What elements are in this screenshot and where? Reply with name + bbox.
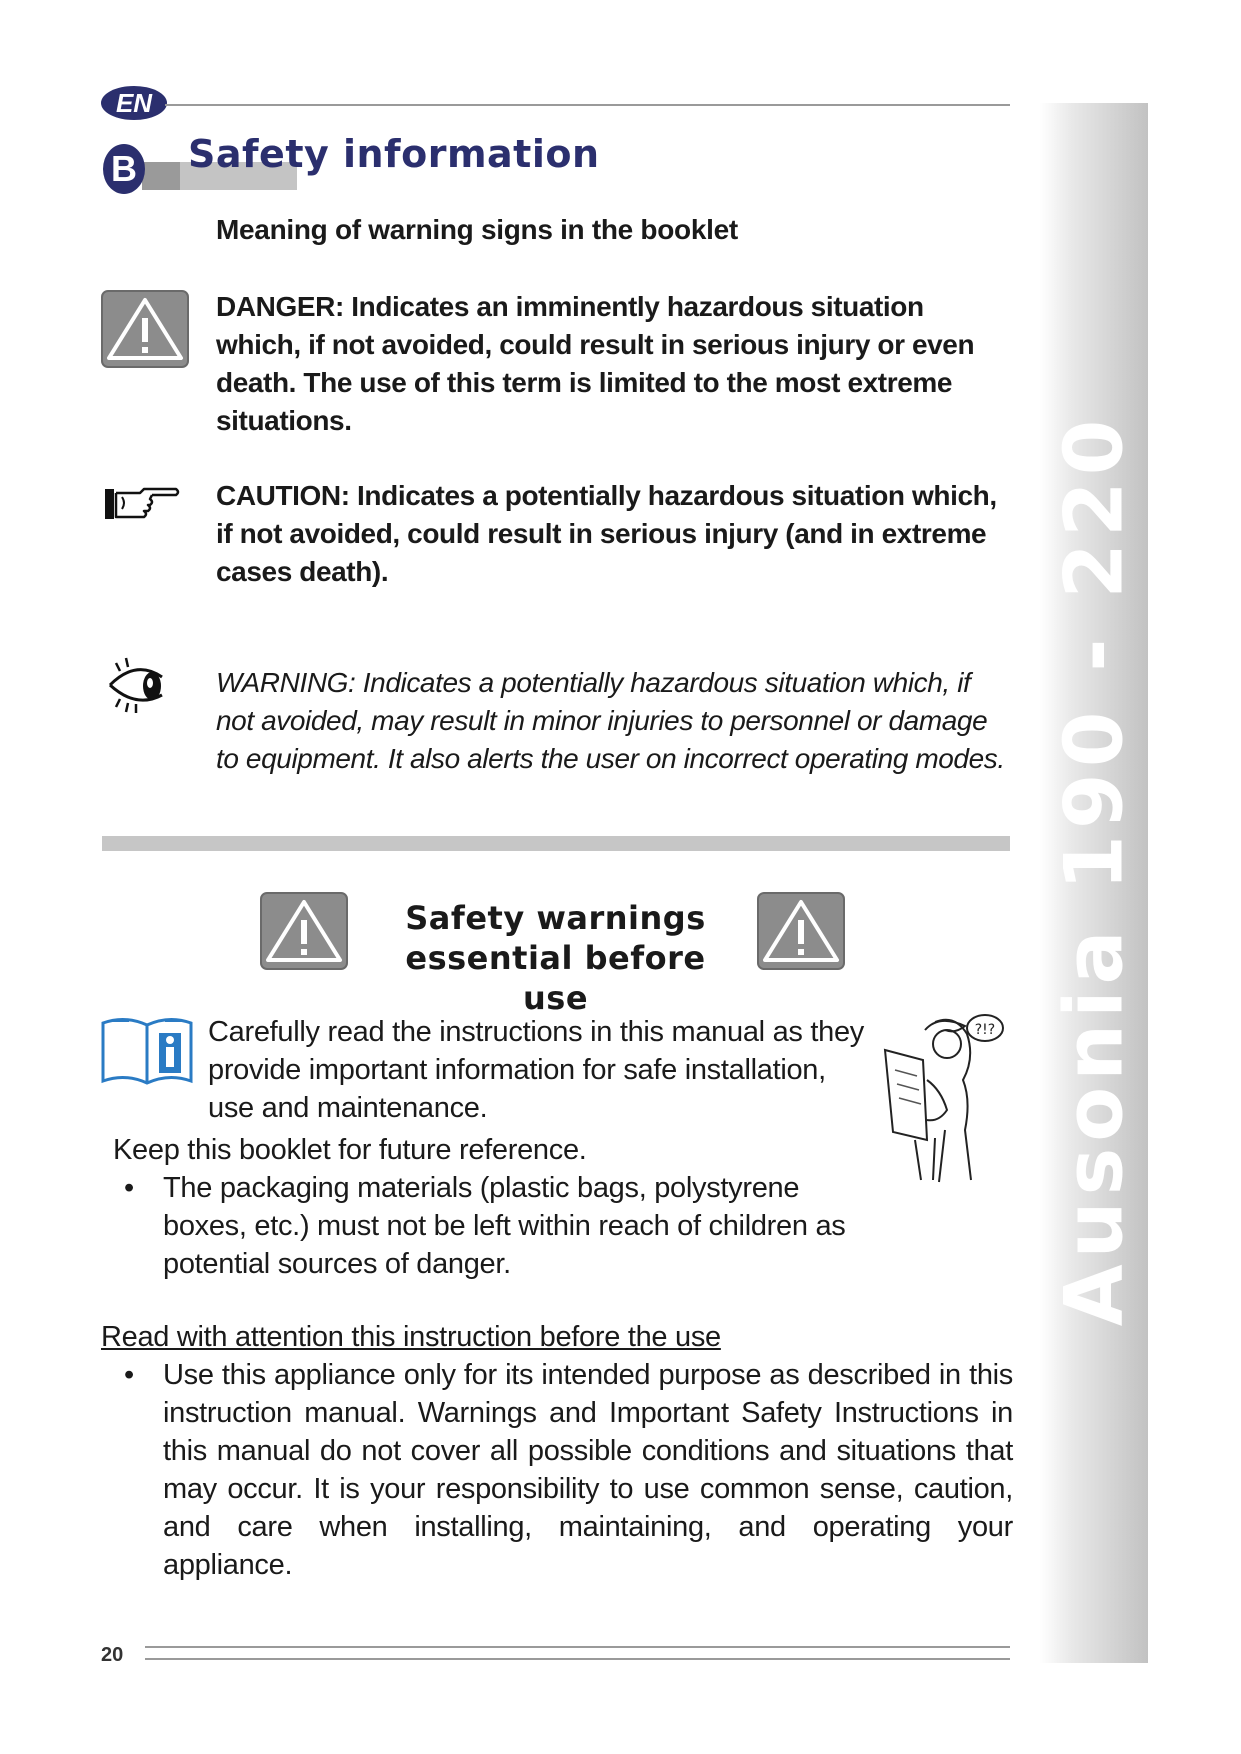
intro-paragraph: Carefully read the instructions in this manual as they provide important information for safe installation, use and maintenance. (208, 1016, 864, 1124)
warning-triangle-icon (757, 892, 845, 970)
section-letter-badge: B (103, 144, 145, 194)
info-book-icon (99, 1015, 195, 1087)
reading-person-illustration (875, 1010, 1005, 1196)
safety-warnings-title (378, 898, 733, 1018)
warning-description: WARNING: Indicates a potentially hazardous situation which, if not avoided, may result in minor injuries to personnel or damage to equipment. It also alerts the user on incorrect operating modes. (216, 667, 1005, 774)
eye-warning-icon (106, 655, 170, 715)
read-attention-heading: Read with attention this instruction before the use (101, 1321, 721, 1353)
illustration-caption: ?!? (974, 1022, 996, 1038)
danger-description: DANGER: Indicates an imminently hazardous situation which, if not avoided, could result in serious injury or even death. The use of this term is limited to the most extreme situations. (216, 291, 975, 436)
safety-warnings-title-line1: Safety warnings (405, 899, 706, 937)
language-badge: EN (101, 86, 167, 120)
danger-triangle-icon (101, 290, 189, 368)
safety-warnings-title-line2: essential before use (405, 939, 706, 1017)
bullet-marker: • (124, 1172, 134, 1204)
section-bar-dark (142, 162, 180, 190)
caution-description: CAUTION: Indicates a potentially hazardous situation which, if not avoided, could result in serious injury (and in extreme cases death). (216, 480, 997, 587)
packaging-warning-text: The packaging materials (plastic bags, polystyrene boxes, etc.) must not be left within reach of children as potential sources of danger. (163, 1172, 846, 1280)
footer-rule (145, 1658, 1010, 1660)
section-divider (102, 836, 1010, 851)
intended-use-text: Use this appliance only for its intended purpose as described in this instruction manual. Warnings and Important Safety Instructions in this manual do not cover all possible conditions and situations that may occur. It is your responsibility to use common sense, caution, and care when installing, maintaining, and operating your appliance. (163, 1359, 1013, 1581)
page-title: Safety information (188, 132, 600, 176)
side-model-label: Ausonia 190 - 220 (1047, 413, 1141, 1327)
pointing-hand-icon (104, 483, 180, 523)
warning-triangle-icon (260, 892, 348, 970)
top-rule (165, 104, 1010, 106)
signs-heading: Meaning of warning signs in the booklet (216, 214, 738, 245)
footer-rule (145, 1646, 1010, 1648)
bullet-marker: • (124, 1359, 134, 1391)
page-number: 20 (101, 1644, 124, 1666)
keep-booklet-text: Keep this booklet for future reference. (113, 1134, 587, 1166)
